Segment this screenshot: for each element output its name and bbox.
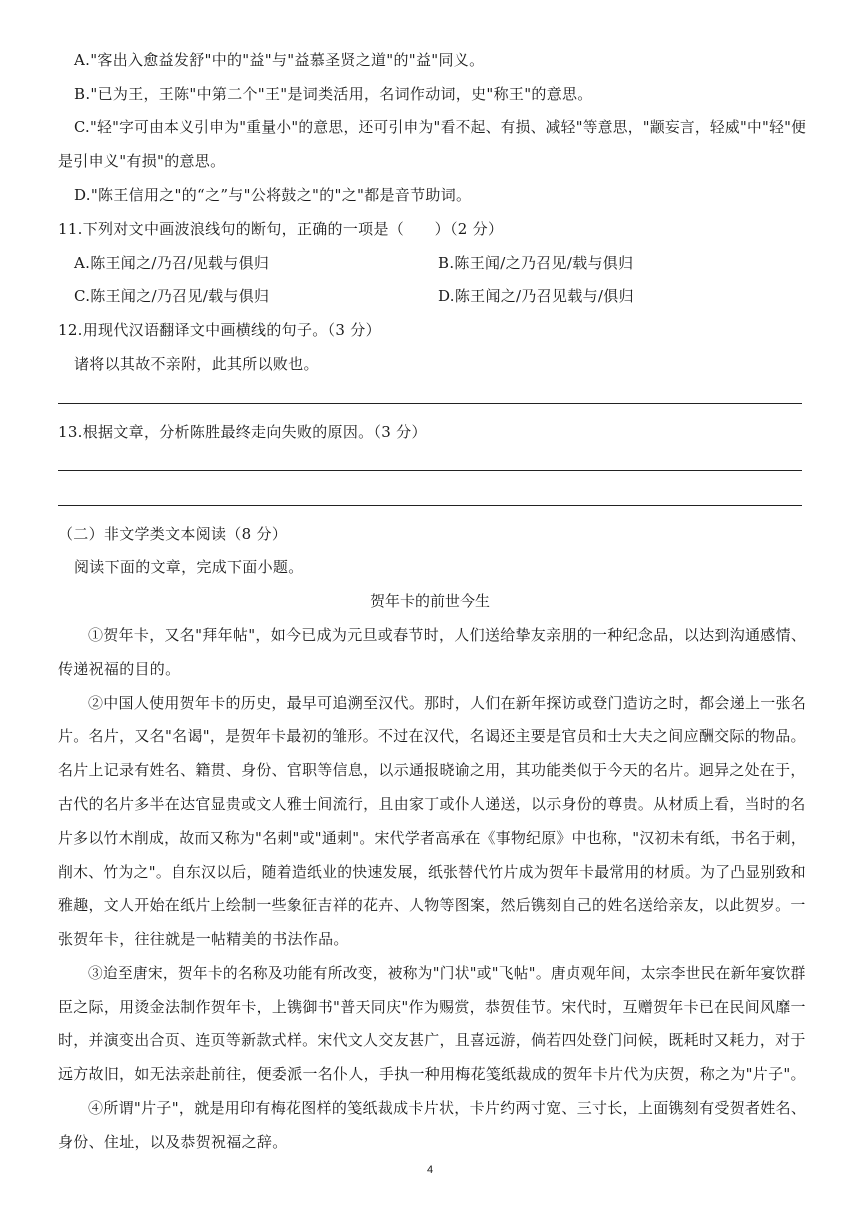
answer-line: [58, 505, 802, 506]
answer-line: [58, 403, 802, 404]
article-line: 时，并演变出合页、连页等新款式样。宋代文人交友甚广，且喜远游，倘若四处登门问候，既耗时又耗力，对于: [58, 1031, 806, 1049]
q12-stem: 12.用现代汉语翻译文中画横线的句子。（3 分）: [58, 321, 381, 339]
article-line: 臣之际，用烫金法制作贺年卡，上镌御书"普天同庆"作为赐赏，恭贺佳节。宋代时，互赠贺年卡已在民间风靡一: [58, 998, 806, 1016]
q10-option-d: D."陈王信用之"的“之”与"公将鼓之"的"之"都是音节助词。: [74, 186, 472, 204]
q11-option-b: B.陈王闻/之乃召见/载与俱归: [438, 254, 634, 272]
section-instruction: 阅读下面的文章，完成下面小题。: [74, 558, 304, 576]
article-line: 远方故旧，如无法亲赴前往，便委派一名仆人，手执一种用梅花笺纸裁成的贺年卡片代为庆贺，称之为"片子"。: [58, 1065, 806, 1083]
q11-option-d: D.陈王闻之/乃召见载与/俱归: [438, 287, 634, 305]
section-heading: （二）非文学类文本阅读（8 分）: [58, 525, 288, 543]
article-line: ③迨至唐宋，贺年卡的名称及功能有所改变，被称为"门状"或"飞帖"。唐贞观年间，太宗李世民在新年宴饮群: [88, 964, 806, 982]
article-line: 身份、住址，以及恭贺祝福之辞。: [58, 1133, 288, 1151]
q10-option-a: A."客出入愈益发舒"中的"益"与"益慕圣贤之道"的"益"同义。: [74, 51, 485, 69]
q11-stem: 11.下列对文中画波浪线句的断句，正确的一项是（ ）（2 分）: [58, 220, 504, 238]
q10-option-c-line1: C."轻"字可由本义引申为"重量小"的意思，还可引申为"看不起、有损、减轻"等意思，"颛妄言，轻威"中"轻"便: [74, 118, 807, 136]
article-line: 张贺年卡，往往就是一帖精美的书法作品。: [58, 930, 349, 948]
article-title: 贺年卡的前世今生: [369, 592, 490, 610]
q12-sentence: 诸将以其故不亲附，此其所以败也。: [74, 355, 319, 373]
article-line: 传递祝福的目的。: [58, 660, 181, 678]
article-line: ①贺年卡，又名"拜年帖"，如今已成为元旦或春节时，人们送给挚友亲朋的一种纪念品，以达到沟通感情、: [88, 626, 807, 644]
q10-option-b: B."已为王，王陈"中第二个"王"是词类活用，名词作动词，史"称王"的意思。: [74, 85, 593, 103]
article-line: ④所谓"片子"，就是用印有梅花图样的笺纸裁成卡片状，卡片约两寸宽、三寸长，上面镌刻有受贺者姓名、: [88, 1099, 807, 1117]
article-line: 片多以竹木削成，故而又称为"名刺"或"通刺"。宋代学者高承在《事物纪原》中也称，"汉初未有纸，书名于刺，: [58, 829, 807, 847]
article-line: 片。名片，又名"名谒"，是贺年卡最初的雏形。不过在汉代，名谒还主要是官员和士大夫之间应酬交际的物品。: [58, 727, 806, 745]
answer-line: [58, 470, 802, 471]
q13-stem: 13.根据文章，分析陈胜最终走向失败的原因。（3 分）: [58, 423, 427, 441]
article-line: 古代的名片多半在达官显贵或文人雅士间流行，且由家丁或仆人递送，以示身份的尊贵。从材质上看，当时的名: [58, 795, 806, 813]
q10-option-c-line2: 是引申义"有损"的意思。: [58, 152, 226, 170]
q11-option-a: A.陈王闻之/乃召/见载与俱归: [74, 254, 270, 272]
article-line: 名片上记录有姓名、籍贯、身份、官职等信息，以示通报晓谕之用，其功能类似于今天的名片。迥异之处在于，: [58, 761, 806, 779]
article-line: 雅趣，文人开始在纸片上绘制一些象征吉祥的花卉、人物等图案，然后镌刻自己的姓名送给亲友，以此贺岁。一: [58, 896, 806, 914]
article-line: ②中国人使用贺年卡的历史，最早可追溯至汉代。那时，人们在新年探访或登门造访之时，都会递上一张名: [88, 694, 807, 712]
page-number: 4: [426, 1164, 434, 1176]
q11-option-c: C.陈王闻之/乃召见/载与俱归: [74, 287, 270, 305]
article-line: 削木、竹为之"。自东汉以后，随着造纸业的快速发展，纸张替代竹片成为贺年卡最常用的材质。为了凸显别致和: [58, 863, 806, 881]
